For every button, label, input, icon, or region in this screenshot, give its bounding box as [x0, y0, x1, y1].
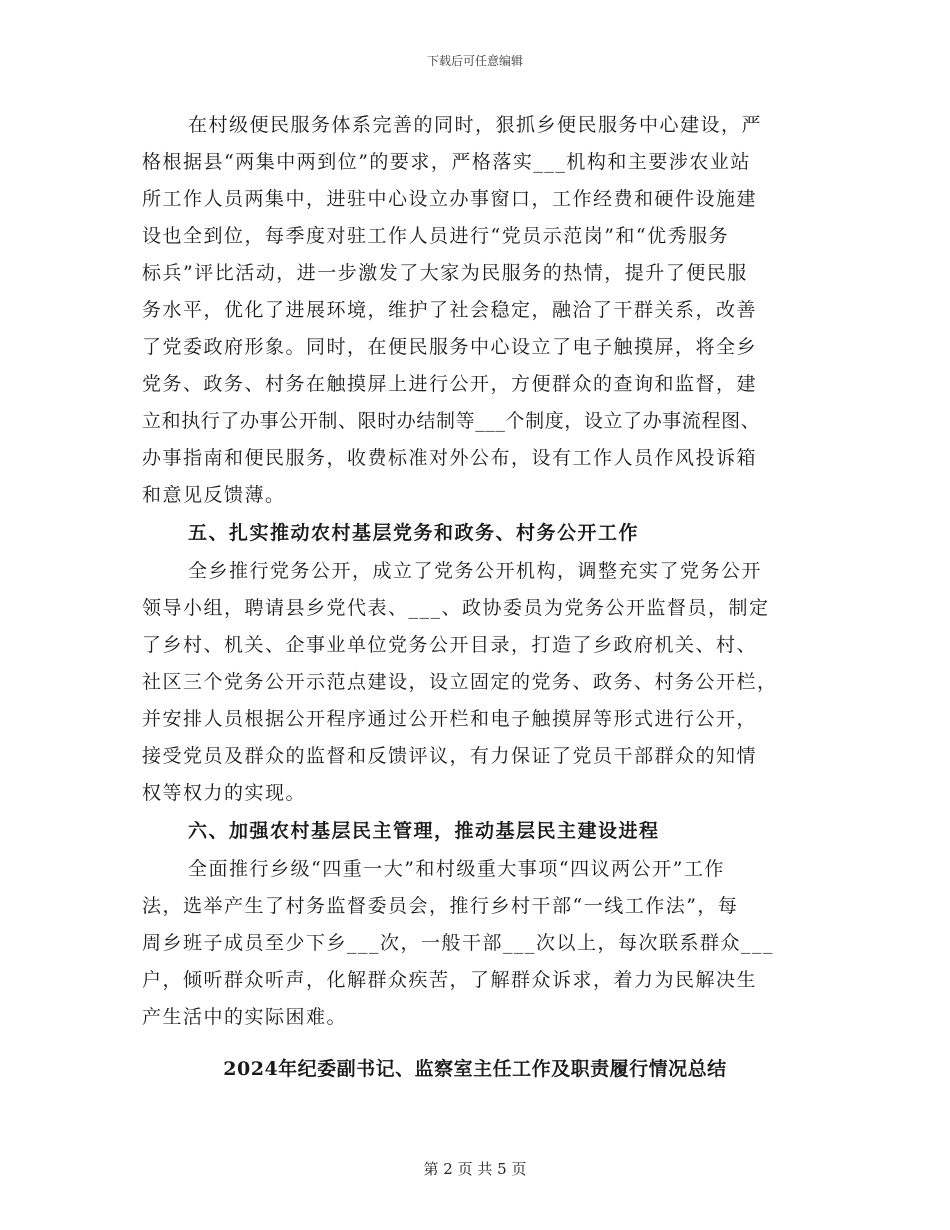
paragraph-line: 立和执行了办事公开制、限时办结制等___个制度，设立了办事流程图、: [142, 410, 761, 432]
paragraph-line: 全面推行乡级“四重一大”和村级重大事项“四议两公开”工作: [188, 858, 725, 880]
paragraph-line: 全乡推行党务公开，成立了党务公开机构，调整充实了党务公开: [188, 560, 763, 582]
paragraph-line: 领导小组，聘请县乡党代表、___、政协委员为党务公开监督员，制定: [142, 597, 770, 619]
paragraph-line: 法，选举产生了村务监督委员会，推行乡村干部“一线工作法”，每: [142, 895, 739, 917]
paragraph-line: 了党委政府形象。同时，在便民服务中心设立了电子触摸屏，将全乡: [142, 336, 758, 358]
paragraph-line: 格根据县“两集中两到位”的要求，严格落实___机构和主要涉农业站: [142, 151, 751, 173]
paragraph-line: 社区三个党务公开示范点建设，设立固定的党务、政务、村务公开栏，: [142, 671, 778, 693]
paragraph-line: 所工作人员两集中，进驻中心设立办事窗口，工作经费和硬件设施建: [142, 188, 758, 210]
paragraph-line: 和意见反馈薄。: [142, 484, 286, 506]
paragraph-line: 接受党员及群众的监督和反馈评议，有力保证了党员干部群众的知情: [142, 745, 758, 767]
paragraph-line: 办事指南和便民服务，收费标准对外公布，设有工作人员作风投诉箱: [142, 447, 758, 469]
paragraph-line: 户，倾听群众听声，化解群众疾苦，了解群众诉求，着力为民解决生: [142, 969, 758, 991]
paragraph-line: 设也全到位，每季度对驻工作人员进行“党员示范岗”和“优秀服务: [142, 225, 730, 247]
paragraph-line: 并安排人员根据公开程序通过公开栏和电子触摸屏等形式进行公开，: [142, 708, 758, 730]
paragraph-line: 产生活中的实际困难。: [142, 1006, 348, 1028]
page-header: 下载后可任意编辑: [426, 54, 523, 68]
section-heading-6: 六、加强农村基层民主管理，推动基层民主建设进程: [188, 820, 660, 842]
paragraph-line: 党务、政务、村务在触摸屏上进行公开，方便群众的查询和监督，建: [142, 373, 758, 395]
document-title: 2024年纪委副书记、监察室主任工作及职责履行情况总结: [223, 1058, 727, 1080]
section-heading-5: 五、扎实推动农村基层党务和政务、村务公开工作: [188, 522, 640, 544]
paragraph-line: 了乡村、机关、企事业单位党务公开目录，打造了乡政府机关、村、: [142, 634, 758, 656]
page-footer: 第 2 页 共 5 页: [423, 1160, 527, 1178]
paragraph-line: 周乡班子成员至少下乡___次，一般干部___次以上，每次联系群众___: [142, 932, 775, 954]
paragraph-line: 务水平，优化了进展环境，维护了社会稳定，融洽了干群关系，改善: [142, 299, 758, 321]
paragraph-line: 权等权力的实现。: [142, 782, 307, 804]
paragraph-line: 在村级便民服务体系完善的同时，狠抓乡便民服务中心建设，严: [188, 114, 763, 136]
paragraph-line: 标兵”评比活动，进一步激发了大家为民服务的热情，提升了便民服: [142, 262, 748, 284]
